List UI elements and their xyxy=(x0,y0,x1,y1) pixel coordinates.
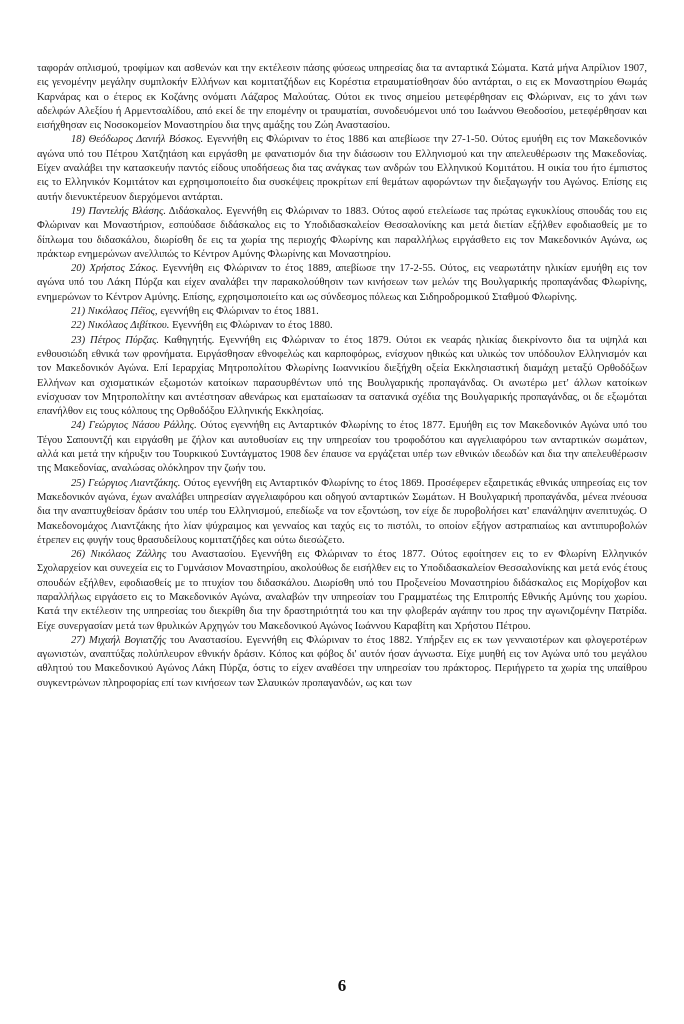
paragraph-text: Εγεννήθη εις Φλώριναν το έτος 1880. xyxy=(169,320,333,332)
paragraph-text: Ούτος εγεννήθη εις Ανταρτικόν Φλωρίνης το έτος 1869. Προσέφερεν εξαιρετικάς εθνικάς υπηρεσίας εις τον Μακεδονικόν αγώνα, έχων αναλάβει υπηρεσίαν αγγελιαφόρου και οδηγού ανταρτικών Σωμάτων. Η Βουλγαρική προπαγάνδα, μένεα πνέουσα δια την αναπτυχθείσαν δράσιν του υπέρ του Ελληνισμού, επεδίωξε να τον εξοντώση, τον είχε δε πυροβολήσει κατ' επανάληψιν ανεπιτυχώς. Ο Μακεδονομάχος Λιαντζάκης ήτο λίαν ψύχραιμος και γενναίος και ταχύς εις το πιστόλι, το οποίον εξήγον αστραπιαίως και αντιπυροβολών έτρεπεν εις φυγήν τους θρασυδείλους κομιτατζήδες και ούτω διεσώζετο. xyxy=(37,477,647,546)
paragraph-entry-19 xyxy=(37,205,647,262)
paragraph-entry-25 xyxy=(37,477,647,548)
paragraph-text: Καθηγητής. Εγεννήθη εις Φλώριναν το έτος 1879. Ούτοι εκ νεαράς ηλικίας διεκρίνοντο δια τα υψηλά και ενθουσιώδη εθνικά των φρονήματα. Ειργάσθησαν εθνοφελώς και καρποφόρως, ενίσχυον ηθικώς και υλικώς τον υπόδουλον Ελληνισμόν και τον Μακεδονικόν Αγώνα. Επί Ιεραρχίας Μητροπολίτου Φλωρίνης Ιωαννικίου διεξήχθη οξεία Εκκλησιαστική διαμάχη μεταξύ Ορθοδόξων Ελλήνων και σχισματικών εξωμοτών κατοίκων παρασυρθέντων υπό της Βουλγαρικής προπαγάνδας. Οι ανωτέρω μετ' άλλων κατοίκων ενίσχυσαν τον Μητροπολίτην και αντέστησαν αθενάρως και εματαίωσαν τα σατανικά σχέδια της Βουλγαρικής προπαγάνδας, οι δε εξωμόται επανήλθον εις τους κόλπους της Ορθοδόξου Ελληνικής Εκκλησίας. xyxy=(37,334,647,418)
entry-name: 21) Νικόλαος Πέϊος, xyxy=(71,306,158,318)
paragraph-text: εγεννήθη εις Φλώριναν το έτος 1881. xyxy=(157,306,319,318)
entry-name: 23) Πέτρος Πύρζας. xyxy=(71,334,160,346)
paragraph-text: ταφοράν οπλισμού, τροφίμων και ασθενών και την εκτέλεσιν πάσης φύσεως υπηρεσίας δια τα ανταρτικά Σώματα. Κατά μήνα Απρίλιον 1907, εις γενομένην μεγάλην συμπλοκήν Ελλήνων και κομιτατζήδων εις Κορέστια ετραυματίσθησαν δύο αντάρται, ο εις εκ Μοναστηρίου Θωμάς Καρνάρας και ο έτερος εκ Κοζάνης ονόματι Λάζαρος Μαλούτας. Ούτοι εκ τινος σημείου μετεφέρθησαν εις Φλώριναν, εις το χάνι των αδελφών Αλεξίου ή Αρμεντσαλίδου, από εκεί δε την επομένην οι τραυματίαι, συνοδευόμενοι υπό του Ιωάννου Θεοδοσίου, μετεφέρθησαν και εισήχθησαν εις Νοσοκομείον Μοναστηρίου δια τηνς αμάξης του Ζώη Αναστασίου. xyxy=(37,63,647,132)
entry-name: 20) Χρήστος Σάκος. xyxy=(71,263,159,275)
paragraph-text: του Αναστασίου. Εγεννήθη εις Φλώριναν το έτος 1882. Υπήρξεν εις εκ των γενναιοτέρων και φλογεροτέρων αγωνιστών, αναπτύξας πολύπλευρον εθνικήν δράσιν. Κόπος και φόβος δι' αυτόν ήσαν άγνωστα. Είχε μυηθή εις τον Αγώνα υπό του μεγάλου αθλητού του Μακεδονικού Αγώνος Λάκη Πύρζα, όστις το είχεν αναθέσει την υπηρεσίαν του πράκτορος. Περιήγρετο τα χωρία της υπαίθρου συγκεντρώνων πληροφορίας επί των κινήσεων των Σλαυικών προπαγανδών, ως και των xyxy=(37,634,647,689)
page-number: 6 xyxy=(337,976,347,995)
entry-name: 27) Μιχαήλ Βογιατζής xyxy=(71,634,167,646)
paragraph-entry-20 xyxy=(37,262,647,305)
paragraph-entry-27 xyxy=(37,634,647,691)
paragraph-entry-18 xyxy=(37,133,647,204)
paragraph-entry-21 xyxy=(37,305,647,319)
paragraph-text: Εγεννήθη εις Φλώριναν το έτος 1889, απεβίωσε την 17-2-55. Ούτος, εις νεαρωτάτην ηλικίαν εμυήθη εις τον αγώνα υπό του Λάκη Πύρζα και είχεν αναλάβει την παρακολούθησιν των κινήσεων των μελών της Βουλγαρικής προπαγάνδας Φλωρίνης, ενημερώνων το Κέντρον Αμύνης. Επίσης, εχρησιμοποιείτο και ως σύνδεσμος πόλεως και Σιδηροδρομικού Σταθμού Φλωρίνης. xyxy=(37,263,648,303)
paragraph-text: Εγεννήθη εις Φλώριναν το έτος 1886 και απεβίωσε την 27-1-50. Ούτος εμυήθη εις τον Μακεδονικόν αγώνα υπό του Πέτρου Χατζηtάση και ειργάσθη με φανατισμόν δια την διάσωσιν του Ελληνισμού και την απελευθέρωσιν της Μακεδονίας. Είχεν αναλάβει την κατασκευήν παντός είδους υποδήσεως δια τας ανάγκας των ανδρών του Ελληνικού Κομιτάτου. Η οικία του ήτο έμπιστος εις το Ελληνικόν Κομιτάτον και εχρησιμοποιείτο δια συσκέψεις προκρίτων επί θεμάτων αφορώντων την διεξαγωγήν του Αγώνος. Επίσης εις αυτήν διενυκτέρευον διερχόμενοι αντάρται. xyxy=(37,134,648,203)
entry-name: 22) Νικόλαος Διβίτκου. xyxy=(71,320,170,332)
entry-name: 25) Γεώργιος Λιαντζάκης. xyxy=(71,477,181,489)
paragraph-entry-23 xyxy=(37,334,647,420)
paragraph-text: Διδάσκαλος. Εγεννήθη εις Φλώριναν το 1883. Ούτος αφού ετελείωσε τας πρώτας εγκυκλίους σπουδάς του εις Φλώριναν και Μοναστήριον, εσπούδασε διδάσκαλος εις το Υποδιδασκαλείον Θεσσαλονίκης και μετά διετίαν εξήλθεν εφοδιασθείς με το δίπλωμα του διδασκάλου, διωρίσθη δε εις τα χωρία της περιοχής Φλωρίνης και παραλλήλως ειργάσθετο εις τον Μακεδονικόν Αγώνα, ως πράκτωρ ενημερώνων ανελλιπώς το Κέντρον Αμύνης Φλωρίνης και Μοναστηρίου. xyxy=(37,205,647,260)
entry-name: 26) Νικόλαος Ζάλλης xyxy=(71,549,167,561)
entry-name: 24) Γεώργιος Νάσου Ράλλης. xyxy=(71,420,197,432)
paragraph-text: Ούτος εγεννήθη εις Ανταρτικόν Φλωρίνης το έτος 1877. Εμυήθη εις τον Μακεδονικόν Αγώνα υπό του Τέγου Σαπουντζή και ειργάσθη με ζήλον και αυτοθυσίαν εις την υπηρεσίαν του τροφοδότου και αγγελιαφόρου των ανταρτικών σωμάτων, αλλά και μετά την κήρυξιν του Τουρκικού Συντάγματος 1908 δεν έπαυσε να εργάζεται υπέρ των εθνικών ιδεωδών και δια την απελευθέρωσιν της Μακεδονίας, αναλώσας ολόκληρον την ζωήν του. xyxy=(37,420,647,475)
paragraph-continuation xyxy=(37,62,647,133)
document-page xyxy=(37,62,647,691)
entry-name: 18) Θεόδωρος Δανιήλ Βόσκος. xyxy=(71,134,204,146)
paragraph-text: του Αναστασίου. Εγεννήθη εις Φλώριναν το έτος 1877. Ούτος εφοίτησεν εις το εν Φλωρίνη Ελληνικόν Σχολαρχείον και συνεχεία εις το Γυμνάσιον Μοναστηρίου, ακολούθως δε εισήλθεν εις το Υποδιδασκαλείον Θεσσαλονίκης και μετά ενός έτους σπουδών εξήλθεν, εφοδιασθείς με το πτυχίον του διδασκάλου. Διωρίσθη υπό του Προξενείου Μοναστηρίου διδάσκαλος εις Μορίχοβον και παραλλήλως ειργάσετο εις το Μακεδονικόν Αγώνα, αναλαβών την υπηρεσίαν του Γραμματέως της Επιτροπής Εθνικής Αμύνης του χωρίου. Κατά την εκτέλεσιν της υπηρεσίας του διεκρίθη δια την δραστηριότητά του και την φλοβεράν αγάπην του προς την αγωνιζομένην Πατρίδα. Είχε συνεργασίαν μετά των θρυλικών Αρχηγών του Μακεδονικού Αγώνος Ιωάννου Καραβίτη και Χρήστου Πέτρου. xyxy=(37,549,647,632)
paragraph-entry-26 xyxy=(37,548,647,634)
paragraph-entry-24 xyxy=(37,419,647,476)
paragraph-entry-22 xyxy=(37,319,647,333)
entry-name: 19) Παντελής Βλάσης. xyxy=(71,205,166,217)
